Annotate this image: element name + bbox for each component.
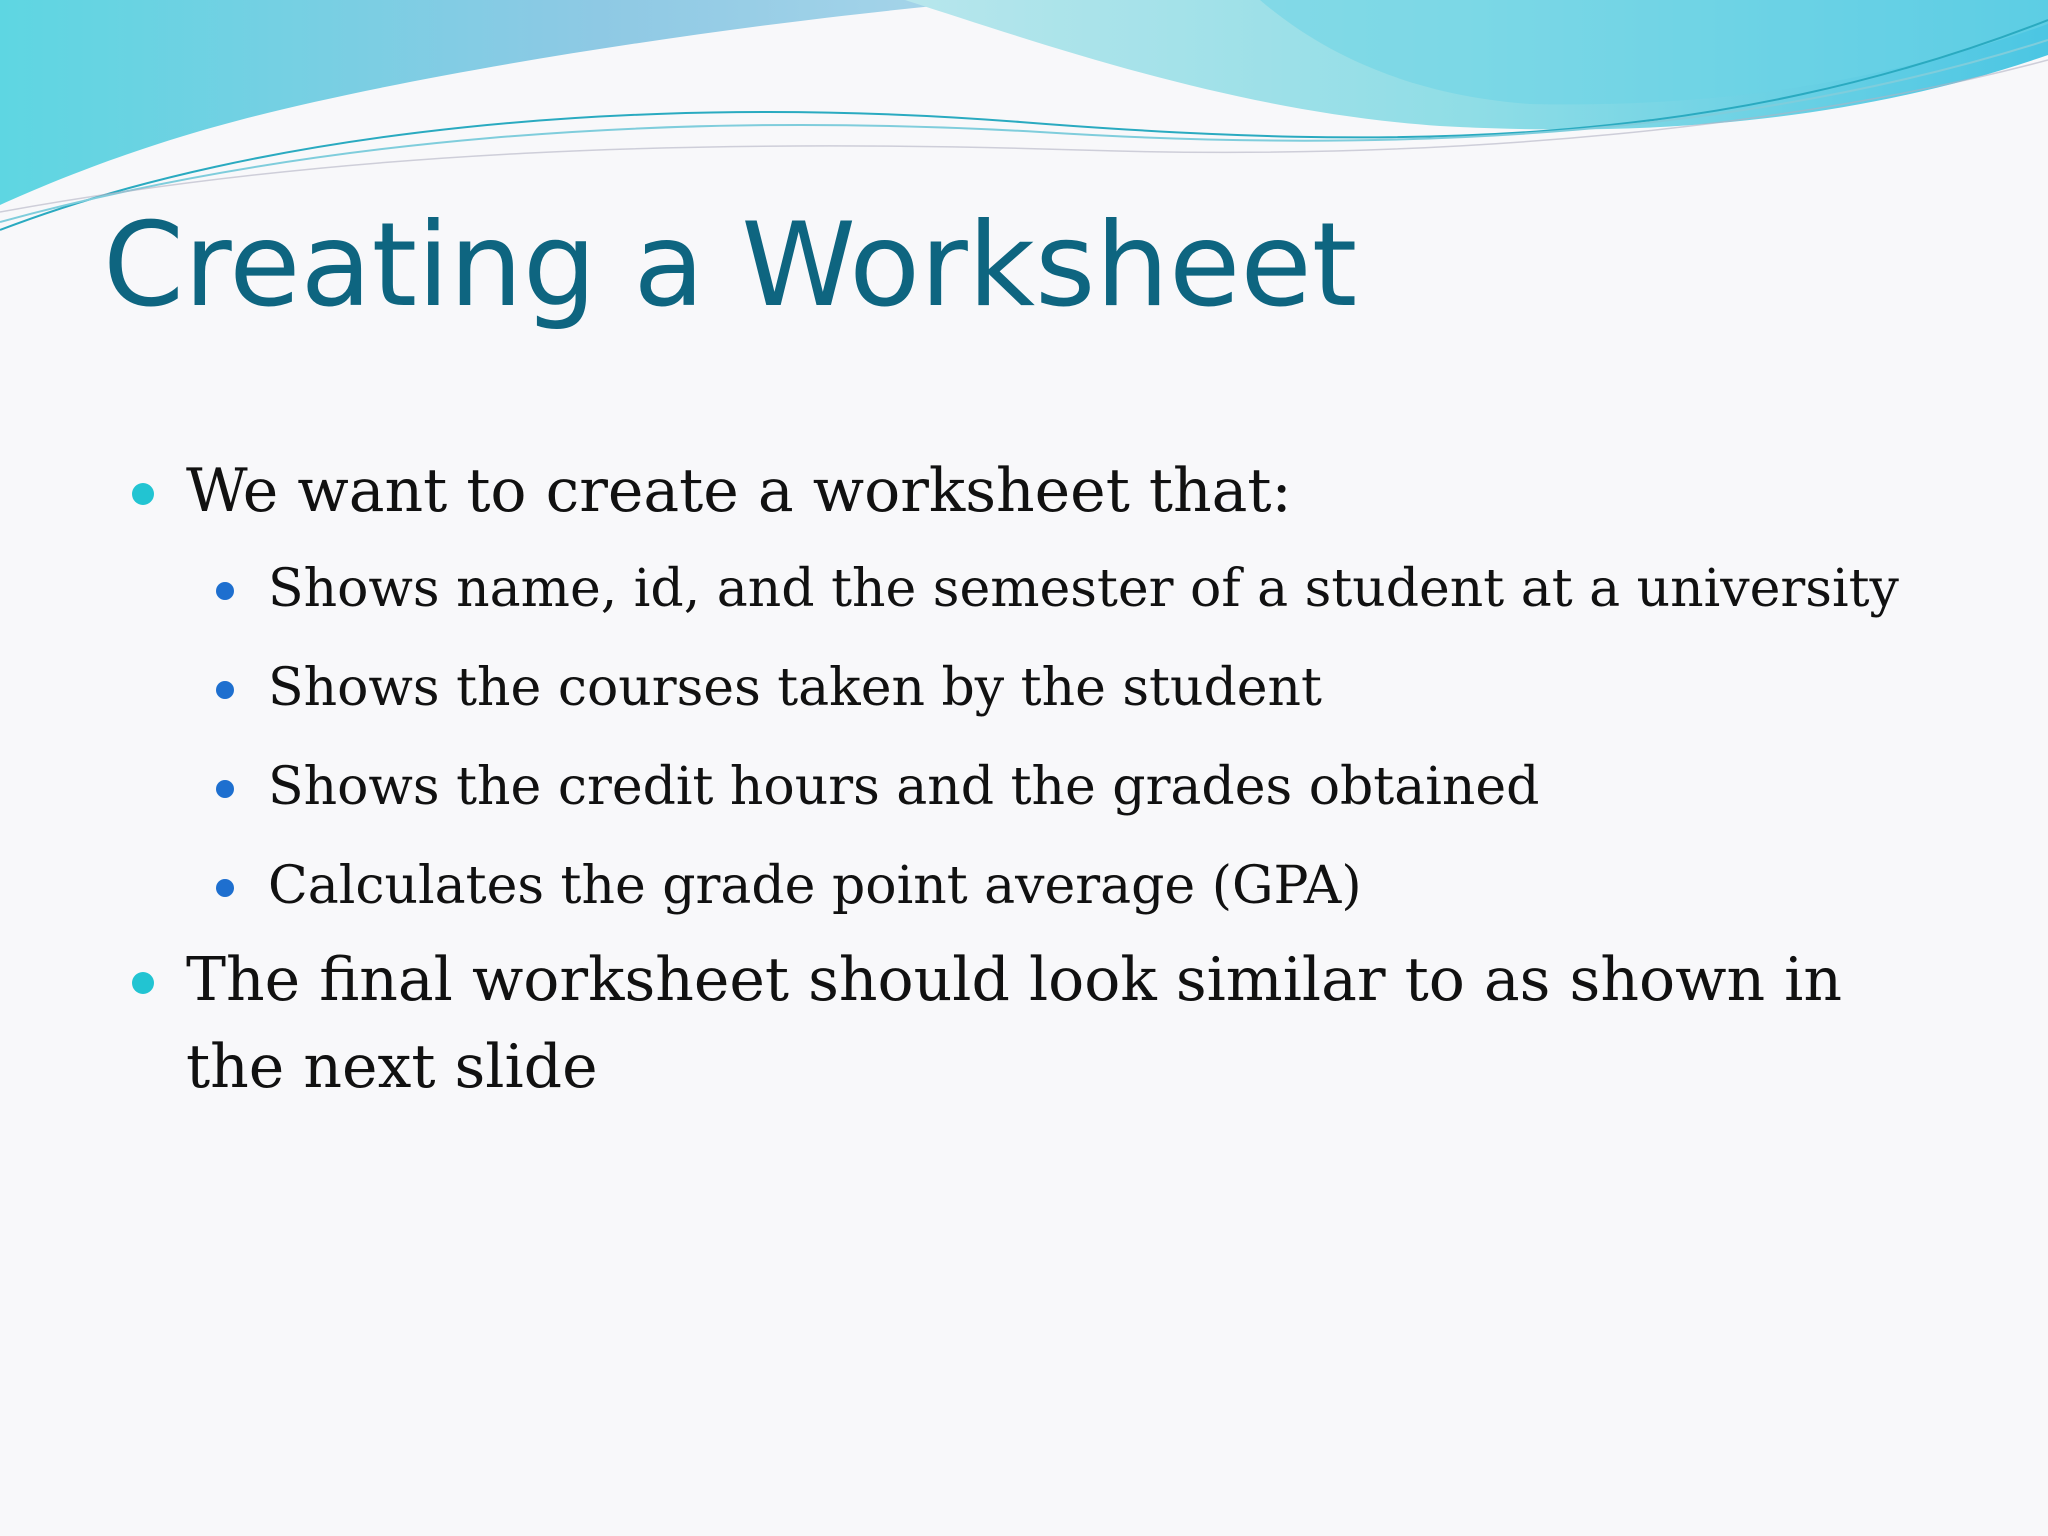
bullet-item: [128, 937, 1928, 1111]
bullet-icon: [132, 972, 154, 994]
sub-bullet-text: Shows the courses taken by the student: [268, 658, 1322, 718]
sub-bullet-icon: [216, 879, 234, 897]
bullet-list: [128, 448, 1928, 1111]
sub-bullet-item: [128, 846, 1928, 927]
sub-bullet-item: [128, 747, 1928, 828]
bullet-text: We want to create a worksheet that:: [186, 456, 1292, 526]
sub-bullet-item: [128, 648, 1928, 729]
sub-bullet-text: Shows name, id, and the semester of a student at a university: [268, 559, 1899, 619]
sub-bullet-item: [128, 549, 1928, 630]
sub-bullet-icon: [216, 582, 234, 600]
bullet-icon: [132, 483, 154, 505]
sub-bullet-icon: [216, 681, 234, 699]
sub-bullet-text: Shows the credit hours and the grades obtained: [268, 757, 1540, 817]
slide-title: Creating a Worksheet: [103, 198, 1358, 333]
bullet-text: The final worksheet should look similar to as shown in the next slide: [186, 945, 1843, 1102]
sub-bullet-icon: [216, 780, 234, 798]
sub-bullet-text: Calculates the grade point average (GPA): [268, 856, 1362, 916]
bullet-item: [128, 448, 1928, 535]
